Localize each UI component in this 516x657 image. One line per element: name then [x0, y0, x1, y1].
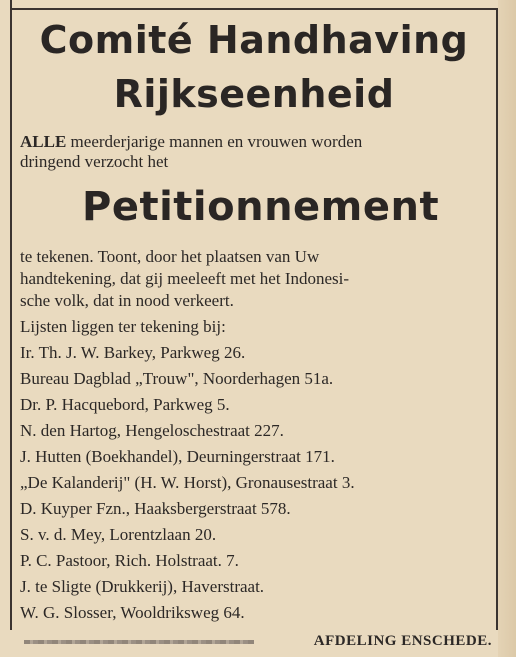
location-item: J. te Sligte (Drukkerij), Haverstraat.: [20, 577, 265, 596]
body-line-3: sche volk, dat in nood verkeert.: [20, 291, 234, 310]
footer-signature: AFDELING ENSCHEDE.: [313, 633, 492, 649]
headline-line-1: Comité Handhaving: [39, 18, 469, 62]
adjacent-column-edge: [498, 0, 516, 657]
headline-line-2: Rijkseenheid: [113, 72, 395, 116]
intro-lead-word: ALLE: [20, 132, 67, 151]
location-item: P. C. Pastoor, Rich. Holstraat. 7.: [20, 551, 239, 570]
location-item: S. v. d. Mey, Lorentzlaan 20.: [20, 525, 217, 544]
footer-rule: [24, 640, 254, 644]
intro-line-1: [20, 131, 362, 153]
frame-right-rule: [496, 8, 498, 630]
location-item: Bureau Dagblad „Trouw", Noorderhagen 51a.: [20, 369, 334, 388]
list-heading: Lijsten liggen ter tekening bij:: [20, 317, 226, 336]
petition-title: Petitionnement: [82, 184, 440, 230]
frame-top-rule: [10, 8, 496, 10]
body-line-2: handtekening, dat gij meeleeft met het Indonesi-: [20, 269, 350, 288]
body-line-1: te tekenen. Toont, door het plaatsen van Uw: [20, 247, 320, 266]
location-item: Ir. Th. J. W. Barkey, Parkweg 26.: [20, 343, 246, 362]
intro-line-1-rest: meerderjarige mannen en vrouwen worden: [66, 132, 363, 151]
location-item: Dr. P. Hacquebord, Parkweg 5.: [20, 395, 230, 414]
location-item: „De Kalanderij" (H. W. Horst), Gronausestraat 3.: [20, 473, 355, 492]
intro-line-2: dringend verzocht het: [20, 152, 169, 171]
location-item: D. Kuyper Fzn., Haaksbergerstraat 578.: [20, 499, 291, 518]
location-item: N. den Hartog, Hengeloschestraat 227.: [20, 421, 284, 440]
location-item: W. G. Slosser, Wooldriksweg 64.: [20, 603, 245, 622]
location-item: J. Hutten (Boekhandel), Deurningerstraat 171.: [20, 447, 335, 466]
